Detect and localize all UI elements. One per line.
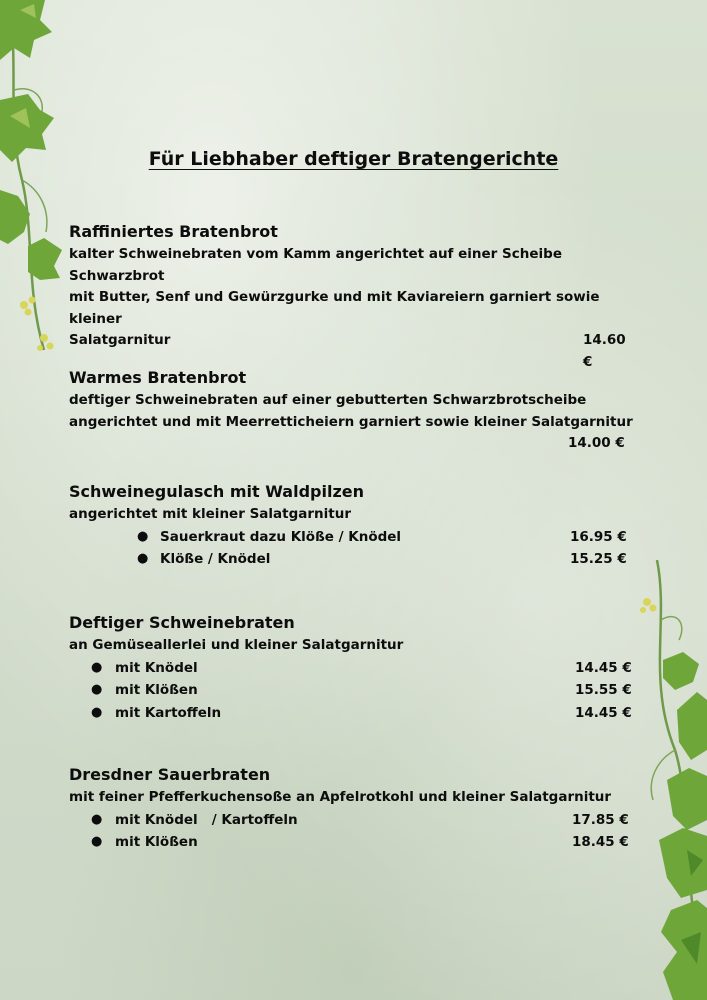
list-item: [69, 657, 639, 680]
menu-section-raffiniertes-bratenbrot: [69, 220, 639, 370]
dish-title: Schweinegulasch mit Waldpilzen: [69, 482, 365, 501]
option-price: 15.55 €: [575, 682, 632, 698]
grape-vine-decoration-left: [0, 0, 80, 400]
list-item: [69, 548, 639, 571]
dish-description-line: kalter Schweinebraten vom Kamm angerichtet auf einer Scheibe Schwarzbrot: [69, 246, 562, 284]
dish-price: 14.60 €: [583, 332, 626, 370]
bullet-icon: ●: [91, 834, 103, 849]
dish-title: Dresdner Sauerbraten: [69, 765, 271, 784]
option-price: 18.45 €: [572, 834, 629, 850]
menu-section-deftiger-schweinebraten: [69, 611, 639, 724]
menu-section-schweinegulasch: [69, 480, 639, 571]
dish-description: angerichtet mit kleiner Salatgarnitur: [69, 506, 351, 522]
dish-description: an Gemüseallerlei und kleiner Salatgarnitur: [69, 637, 404, 653]
option-label: mit Klößen: [115, 834, 198, 850]
menu-section-warmes-bratenbrot: [69, 366, 639, 455]
list-item: [69, 831, 639, 854]
page-title: Für Liebhaber deftiger Bratengerichte: [148, 148, 559, 170]
option-label: mit Kartoffeln: [115, 704, 222, 721]
option-label: mit Klößen: [115, 682, 198, 698]
option-label: Sauerkraut dazu Klöße / Knödel: [160, 528, 402, 545]
bullet-icon: ●: [91, 659, 103, 675]
list-item: [69, 526, 639, 549]
option-label: Klöße / Knödel: [160, 551, 271, 567]
dish-title: Raffiniertes Bratenbrot: [69, 222, 278, 241]
dish-title: Warmes Bratenbrot: [69, 368, 247, 387]
option-price: 16.95 €: [570, 528, 627, 545]
menu-section-dresdner-sauerbraten: [69, 763, 639, 854]
list-item: [69, 679, 639, 702]
option-label: mit Knödel: [115, 659, 198, 676]
dish-description: mit feiner Pfefferkuchensoße an Apfelrotkohl und kleiner Salatgarnitur: [69, 789, 612, 805]
dish-description-line: Salatgarnitur: [69, 332, 171, 348]
bullet-icon: ●: [137, 551, 149, 566]
bullet-icon: ●: [91, 704, 103, 720]
bullet-icon: ●: [91, 811, 103, 827]
bullet-icon: ●: [91, 682, 103, 697]
option-price: 15.25 €: [570, 551, 627, 567]
bullet-icon: ●: [137, 528, 149, 544]
option-price: 14.45 €: [575, 704, 632, 721]
option-price: 17.85 €: [572, 811, 629, 828]
list-item: [69, 809, 639, 832]
dish-price-line: [69, 433, 639, 455]
dish-description-line: angerichtet und mit Meerretticheiern garniert sowie kleiner Salatgarnitur: [69, 413, 633, 430]
option-label: mit Knödel / Kartoffeln: [115, 811, 298, 828]
dish-price: 14.00 €: [568, 435, 625, 451]
dish-description-line: mit Butter, Senf und Gewürzgurke und mit Kaviareiern garniert sowie kleiner: [69, 289, 600, 327]
dish-price-line: [69, 330, 639, 370]
dish-title: Deftiger Schweinebraten: [69, 613, 295, 632]
list-item: [69, 702, 639, 725]
option-price: 14.45 €: [575, 659, 632, 676]
dish-description-line: deftiger Schweinebraten auf einer gebutterten Schwarzbrotscheibe: [69, 392, 587, 408]
